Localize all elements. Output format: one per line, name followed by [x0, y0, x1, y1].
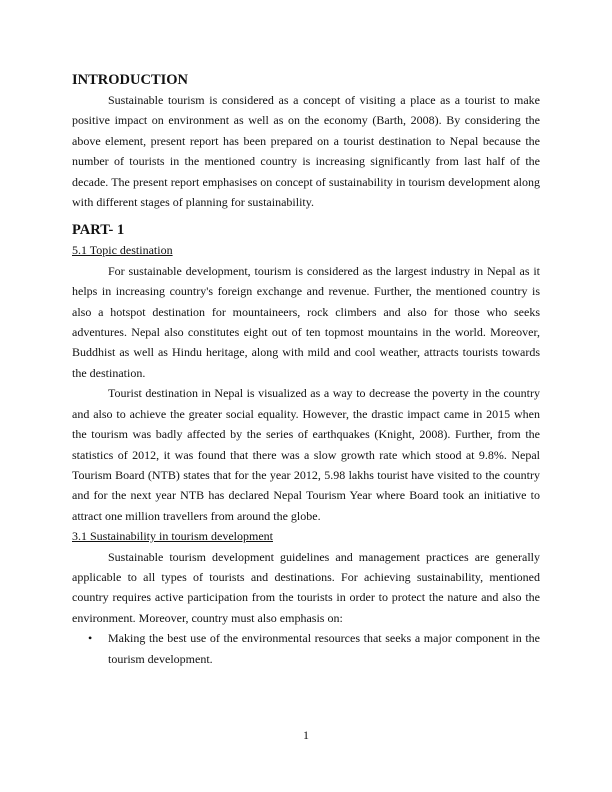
sustainability-bullet-list [72, 628, 540, 669]
sustainability-paragraph: Sustainable tourism development guidelines and management practices are generally applicable to all types of tourists and destinations. For achieving sustainability, mentioned country requires active participation from the tourists in order to protect the nature and also the environment. Moreover, country must also emphasis on: [72, 549, 540, 625]
introduction-paragraph: Sustainable tourism is considered as a concept of visiting a place as a tourist to make positive impact on environment as well as on the economy (Barth, 2008). By considering the above element, present report has been prepared on a tourist destination to Nepal because the number of tourists in the mentioned country is increasing significantly from last half of the decade. The present report emphasises on concept of sustainability in tourism development along with different stages of planning for sustainability. [72, 93, 540, 210]
sustainability-subheading: 3.1 Sustainability in tourism development [72, 529, 273, 544]
page-content [72, 70, 540, 669]
page-number: 1 [303, 728, 309, 742]
topic-destination-paragraph-2: Tourist destination in Nepal is visualized as a way to decrease the poverty in the country and also to achieve the greater social equality. However, the drastic impact came in 2015 when the tourism was badly affected by the series of earthquakes (Knight, 2008). Further, from the statistics of 2012, it was found that there was a slow growth rate which stood at 9.8%. Nepal Tourism Board (NTB) states that for the year 2012, 5.98 lakhs tourist have visited to the country and for the next year NTB has declared Nepal Tourism Year where Board took an initiative to attract one million travellers from around the globe. [72, 386, 540, 523]
part-1-heading: PART- 1 [72, 222, 125, 239]
bullet-icon: • [88, 631, 93, 646]
bullet-item [72, 628, 540, 669]
topic-destination-paragraph-1: For sustainable development, tourism is considered as the largest industry in Nepal as it helps in increasing country's foreign exchange and revenue. Further, the mentioned country is also a hotspot destination for mountaineers, rock climbers and also for those who seeks adventures. Nepal also constitutes eight out of ten topmost mountains in the world. Moreover, Buddhist as well as Hindu heritage, along with mild and cool weather, attracts tourists towards the destination. [72, 263, 540, 380]
bullet-text: Making the best use of the environmental resources that seeks a major component in the tourism development. [108, 631, 540, 666]
topic-destination-subheading: 5.1 Topic destination [72, 243, 173, 258]
introduction-heading: INTRODUCTION [72, 72, 189, 88]
